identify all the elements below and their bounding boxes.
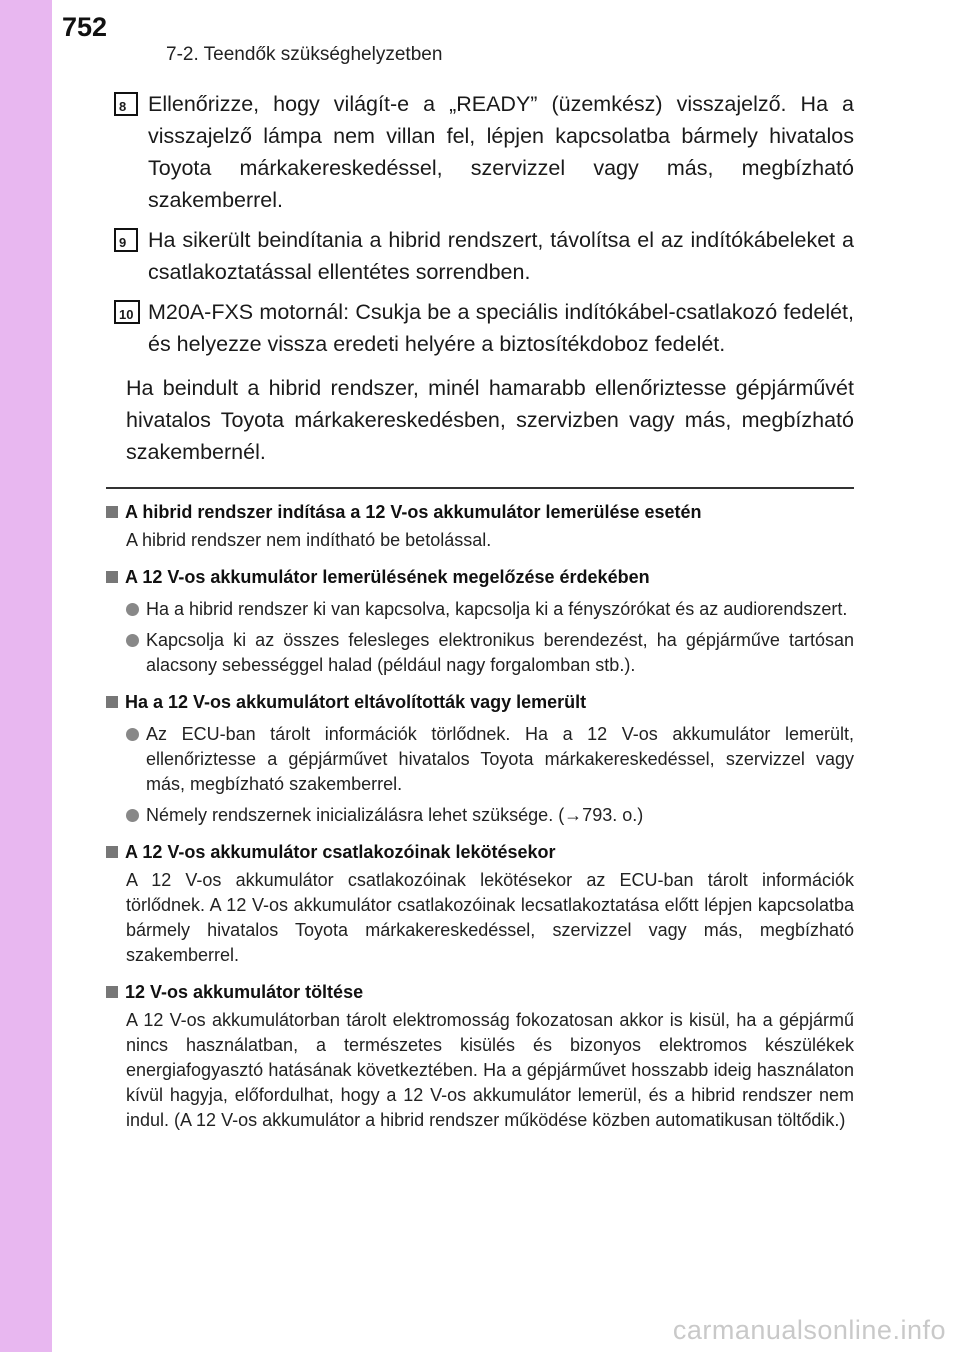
after-steps-note: Ha beindult a hibrid rendszer, minél hamarabb ellenőriztesse gépjárművét hivatalos Toyota márkakereskedésben, szervizben vagy más, megbízható szakembernél. (126, 376, 854, 464)
note-heading-text: Ha a 12 V-os akkumulátort eltávolították vagy lemerült (125, 692, 587, 712)
note-heading (106, 563, 854, 591)
step-number-badge: 8 (114, 92, 138, 116)
circle-bullet-icon (126, 809, 139, 822)
section-divider (106, 487, 854, 489)
square-bullet-icon (106, 846, 118, 858)
step-9 (114, 224, 854, 288)
watermark: carmanualsonline.info (672, 1315, 946, 1345)
note-heading (106, 498, 854, 526)
circle-bullet-icon (126, 603, 139, 616)
step-number-badge: 10 (114, 300, 140, 324)
square-bullet-icon (106, 986, 118, 998)
square-bullet-icon (106, 696, 118, 708)
step-text: Ha sikerült beindítania a hibrid rendszert, távolítsa el az indítókábeleket a csatlakoztatással ellentétes sorrendben. (148, 228, 854, 284)
step-10 (114, 296, 854, 360)
list-item-text: Ha a hibrid rendszer ki van kapcsolva, kapcsolja ki a fényszórókat és az audiorendszert. (146, 599, 848, 619)
list-item (106, 722, 854, 797)
note-heading-text: A hibrid rendszer indítása a 12 V-os akkumulátor lemerülése esetén (125, 502, 702, 522)
list-item-text: Némely rendszernek inicializálásra lehet szüksége. (→793. o.) (146, 805, 644, 825)
notes-section (106, 498, 854, 1143)
step-text: Ellenőrizze, hogy világít-e a „READY” (üzemkész) visszajelző. Ha a visszajelző lámpa nem villan fel, lépjen kapcsolatba bármely hivatalos Toyota márkakereskedéssel, szervizzel vagy más, megbízható szakemberrel. (148, 92, 854, 212)
list-item (106, 803, 854, 828)
note-heading-text: 12 V-os akkumulátor töltése (125, 982, 364, 1002)
note-disconnecting-terminals (106, 838, 854, 968)
page-number: 752 (62, 12, 108, 42)
note-body: A hibrid rendszer nem indítható be betolással. (126, 530, 492, 550)
note-heading (106, 838, 854, 866)
note-heading (106, 978, 854, 1006)
note-body: A 12 V-os akkumulátorban tárolt elektromosság fokozatosan akkor is kisül, ha a gépjármű nincs használatban, a természetes kisülés és bizonyos elektromos készülékek energiafogyasztó hatásának következtében. Ha a gépjárművet hosszabb ideig használaton kívül hagyja, előfordulhat, hogy a 12 V-os akkumulátor lemerül, és a hibrid rendszer nem indul. (A 12 V-os akkumulátor a hibrid rendszer működése közben automatikusan töltődik.) (126, 1010, 854, 1130)
square-bullet-icon (106, 571, 118, 583)
list-item-text: Kapcsolja ki az összes felesleges elektronikus berendezést, ha gépjárműve tartósan alacsony sebességgel halad (például nagy forgalomban stb.). (146, 630, 854, 675)
section-title: 7-2. Teendők szükséghelyzetben (166, 44, 443, 65)
list-item-text: Az ECU-ban tárolt információk törlődnek. Ha a 12 V-os akkumulátor lemerült, ellenőriztesse a gépjárművet hivatalos Toyota márkakereskedéssel, szervizzel vagy más, megbízható szakemberrel. (146, 724, 854, 794)
list-item (106, 628, 854, 678)
circle-bullet-icon (126, 634, 139, 647)
step-8 (114, 88, 854, 216)
note-battery-removed (106, 688, 854, 828)
chapter-sidebar-tab (0, 0, 52, 1352)
steps-list (114, 88, 854, 468)
step-number-badge: 9 (114, 228, 138, 252)
square-bullet-icon (106, 506, 118, 518)
list-item (106, 597, 854, 622)
note-heading (106, 688, 854, 716)
note-heading-text: A 12 V-os akkumulátor lemerülésének megelőzése érdekében (125, 567, 650, 587)
step-text: M20A-FXS motornál: Csukja be a speciális indítókábel-csatlakozó fedelét, és helyezze vissza eredeti helyére a biztosítékdoboz fedelét. (148, 300, 854, 356)
note-jump-start (106, 498, 854, 553)
note-battery-charging (106, 978, 854, 1133)
note-heading-text: A 12 V-os akkumulátor csatlakozóinak lekötésekor (125, 842, 556, 862)
note-prevent-discharge (106, 563, 854, 678)
note-body: A 12 V-os akkumulátor csatlakozóinak lekötésekor az ECU-ban tárolt információk törlődnek. A 12 V-os akkumulátor csatlakozóinak lecsatlakoztatása előtt lépjen kapcsolatba bármely hivatalos Toyota márkakereskedéssel, szervizzel vagy más, megbízható szakemberrel. (126, 870, 854, 965)
circle-bullet-icon (126, 728, 139, 741)
